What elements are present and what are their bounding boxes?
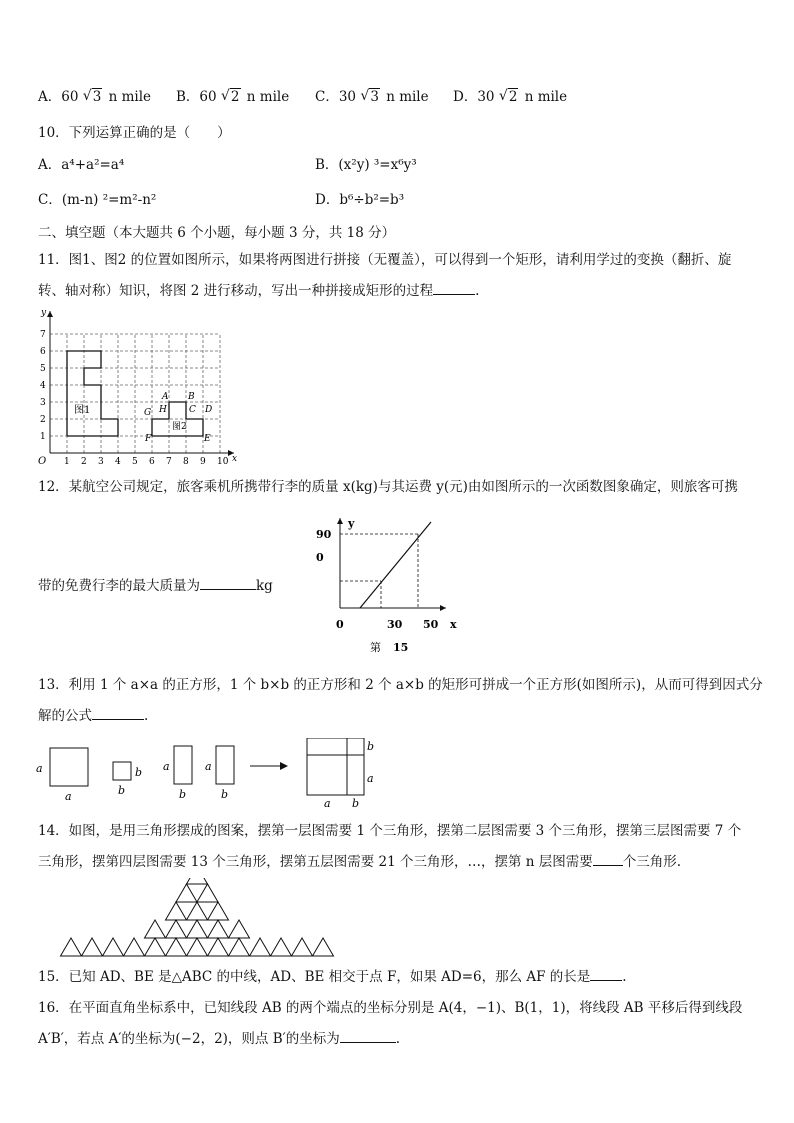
q14-line1: 14．如图，是用三角形摆成的图案，摆第一层图需要 1 个三角形，摆第二层图需要 3 个三角形，摆第三层图需要 7 个 <box>38 823 742 839</box>
svg-text:b: b <box>352 797 360 810</box>
q10-option-d: D．b⁶÷b²=b³ <box>315 192 405 208</box>
origin-label: O <box>38 456 47 465</box>
triangle <box>229 938 250 956</box>
svg-text:a: a <box>367 772 374 785</box>
x-tick-label: 1 <box>64 457 70 465</box>
q16-line1: 16．在平面直角坐标系中，已知线段 AB 的两个端点的坐标分别是 A(4，−1)、B(1，1)，将线段 AB 平移后得到线段 <box>38 1000 743 1016</box>
x-tick-label: 9 <box>200 457 206 465</box>
svg-text:a: a <box>205 760 212 773</box>
q13-line1: 13．利用 1 个 a×a 的正方形，1 个 b×b 的正方形和 2 个 a×b 的矩形可拼成一个正方形(如图所示)，从而可得到因式分 <box>38 677 763 693</box>
triangle <box>103 938 124 956</box>
triangle <box>187 902 208 920</box>
y-tick-90: 90 <box>316 528 332 541</box>
q9-option-a <box>38 88 151 106</box>
caption-prefix: 第 <box>370 641 381 654</box>
q10-option-a: A．a⁴+a²=a⁴ <box>38 157 125 173</box>
point-d-label: D <box>205 405 213 415</box>
point-c-label: C <box>189 405 196 415</box>
q9-option-c <box>315 88 429 106</box>
triangle <box>208 902 229 920</box>
q11-line2: 转、轴对称）知识，将图 2 进行移动，写出一种拼接成矩形的过程 . <box>38 283 480 299</box>
q10-option-c: C．(m-n) ²=m²-n² <box>38 192 157 208</box>
q13-line2: 解的公式 . <box>38 708 149 724</box>
q15-text: 15．已知 AD、BE 是△ABC 的中线，AD、BE 相交于点 F，如果 AD=6，那么 AF 的长是 . <box>38 969 627 985</box>
svg-text:b: b <box>179 788 187 801</box>
sqrt-symbol: √ 3 <box>83 88 103 106</box>
q16-line2: A′B′，若点 A′的坐标为(−2，2)，则点 B′的坐标为 . <box>38 1031 401 1047</box>
origin-label: 0 <box>336 618 344 631</box>
figure-1-label: 图1 <box>74 405 91 416</box>
answer-blank[interactable] <box>433 282 475 295</box>
y-tick-label: 4 <box>40 381 46 391</box>
svg-text:b: b <box>367 740 375 753</box>
point-g-label: G <box>144 408 152 418</box>
x-tick-label: 3 <box>98 457 104 465</box>
sqrt-symbol: √ 3 <box>360 88 380 106</box>
triangle <box>166 920 187 938</box>
q10-option-b: B．(x²y) ³=x⁶y³ <box>315 157 417 173</box>
svg-text:b: b <box>221 788 229 801</box>
point-e-label: E <box>204 434 211 444</box>
x-tick-label: 8 <box>183 457 189 465</box>
q14-triangle-figure <box>55 878 340 960</box>
q9-b-unit: n mile <box>246 89 290 105</box>
q9-d-label: D．30 <box>453 89 495 105</box>
svg-text:a: a <box>36 762 43 775</box>
caption-number: 15 <box>393 641 409 654</box>
triangle <box>176 884 197 902</box>
triangle <box>124 938 145 956</box>
triangle <box>187 920 208 938</box>
triangle <box>145 920 166 938</box>
sqrt-symbol: √ 2 <box>499 88 519 106</box>
q11-grid-figure <box>34 305 244 465</box>
triangle <box>82 938 103 956</box>
sqrt-symbol: √ 2 <box>221 88 241 106</box>
svg-text:a: a <box>65 790 72 803</box>
q14-line2: 三角形，摆第四层图需要 13 个三角形，摆第五层图需要 21 个三角形，…，摆第 n 层图需要 个三角形. <box>38 854 682 870</box>
y-tick-label: 2 <box>40 415 46 425</box>
triangle <box>229 920 250 938</box>
point-b-label: B <box>188 392 195 402</box>
svg-text:b: b <box>118 784 126 797</box>
q9-c-label: C．30 <box>315 89 357 105</box>
svg-text:a: a <box>324 797 331 810</box>
triangle <box>61 938 82 956</box>
y-tick-0: 0 <box>316 551 324 564</box>
q9-option-b <box>176 88 289 106</box>
q10-stem: 10．下列运算正确的是（ ） <box>38 125 231 141</box>
y-tick-label: 3 <box>40 398 46 408</box>
x-tick-label: 2 <box>81 457 87 465</box>
triangle <box>208 938 229 956</box>
q13-square-figure <box>34 738 384 810</box>
q12-line1: 12．某航空公司规定，旅客乘机所携带行李的质量 x(kg)与其运费 y(元)由如图所示的一次函数图象确定，则旅客可携 <box>38 479 738 495</box>
q12-function-graph <box>308 510 468 660</box>
x-tick-30: 30 <box>387 618 403 631</box>
x-tick-50: 50 <box>423 618 439 631</box>
y-tick-label: 7 <box>40 330 46 340</box>
triangle <box>271 938 292 956</box>
triangle <box>187 938 208 956</box>
triangle <box>166 938 187 956</box>
triangle <box>208 920 229 938</box>
x-tick-label: 6 <box>149 457 155 465</box>
y-tick-label: 5 <box>40 364 46 374</box>
y-axis-label: y <box>41 308 47 318</box>
triangle <box>187 878 208 884</box>
q9-a-label: A．60 <box>38 89 79 105</box>
q11-line1: 11．图1、图2 的位置如图所示，如果将两图进行拼接（无覆盖），可以得到一个矩形，请利用学过的变换（翻折、旋 <box>38 252 732 268</box>
answer-blank[interactable] <box>340 1030 396 1043</box>
x-tick-label: 7 <box>166 457 172 465</box>
y-tick-label: 6 <box>40 347 46 357</box>
x-tick-label: 4 <box>115 457 121 465</box>
triangle <box>145 938 166 956</box>
q9-b-label: B．60 <box>176 89 217 105</box>
triangle <box>250 938 271 956</box>
point-h-label: H <box>159 405 167 415</box>
q12-line2: 带的免费行李的最大质量为 kg <box>38 578 273 594</box>
q9-option-d <box>453 88 567 106</box>
figure-2-label: 图2 <box>172 422 187 432</box>
triangle <box>292 938 313 956</box>
triangle <box>166 902 187 920</box>
answer-blank[interactable] <box>92 707 144 720</box>
triangle <box>197 884 218 902</box>
section-heading: 二、填空题（本大题共 6 个小题，每小题 3 分，共 18 分） <box>38 225 396 241</box>
svg-text:b: b <box>135 766 143 779</box>
answer-blank[interactable] <box>200 577 256 590</box>
point-a-label: A <box>162 392 169 402</box>
point-f-label: F <box>145 434 152 444</box>
y-axis-label: y <box>348 517 355 530</box>
x-tick-label: 5 <box>132 457 138 465</box>
x-tick-label: 10 <box>217 457 229 465</box>
answer-blank[interactable] <box>593 853 623 866</box>
q9-a-unit: n mile <box>108 89 152 105</box>
answer-blank[interactable] <box>590 968 622 981</box>
q9-c-unit: n mile <box>386 89 429 105</box>
figure-1-shape <box>67 351 118 436</box>
q9-d-unit: n mile <box>524 89 568 105</box>
x-axis-label: x <box>450 618 457 631</box>
y-tick-label: 1 <box>40 432 46 442</box>
triangle <box>313 938 334 956</box>
svg-text:a: a <box>163 760 170 773</box>
x-axis-label: x <box>232 454 238 464</box>
